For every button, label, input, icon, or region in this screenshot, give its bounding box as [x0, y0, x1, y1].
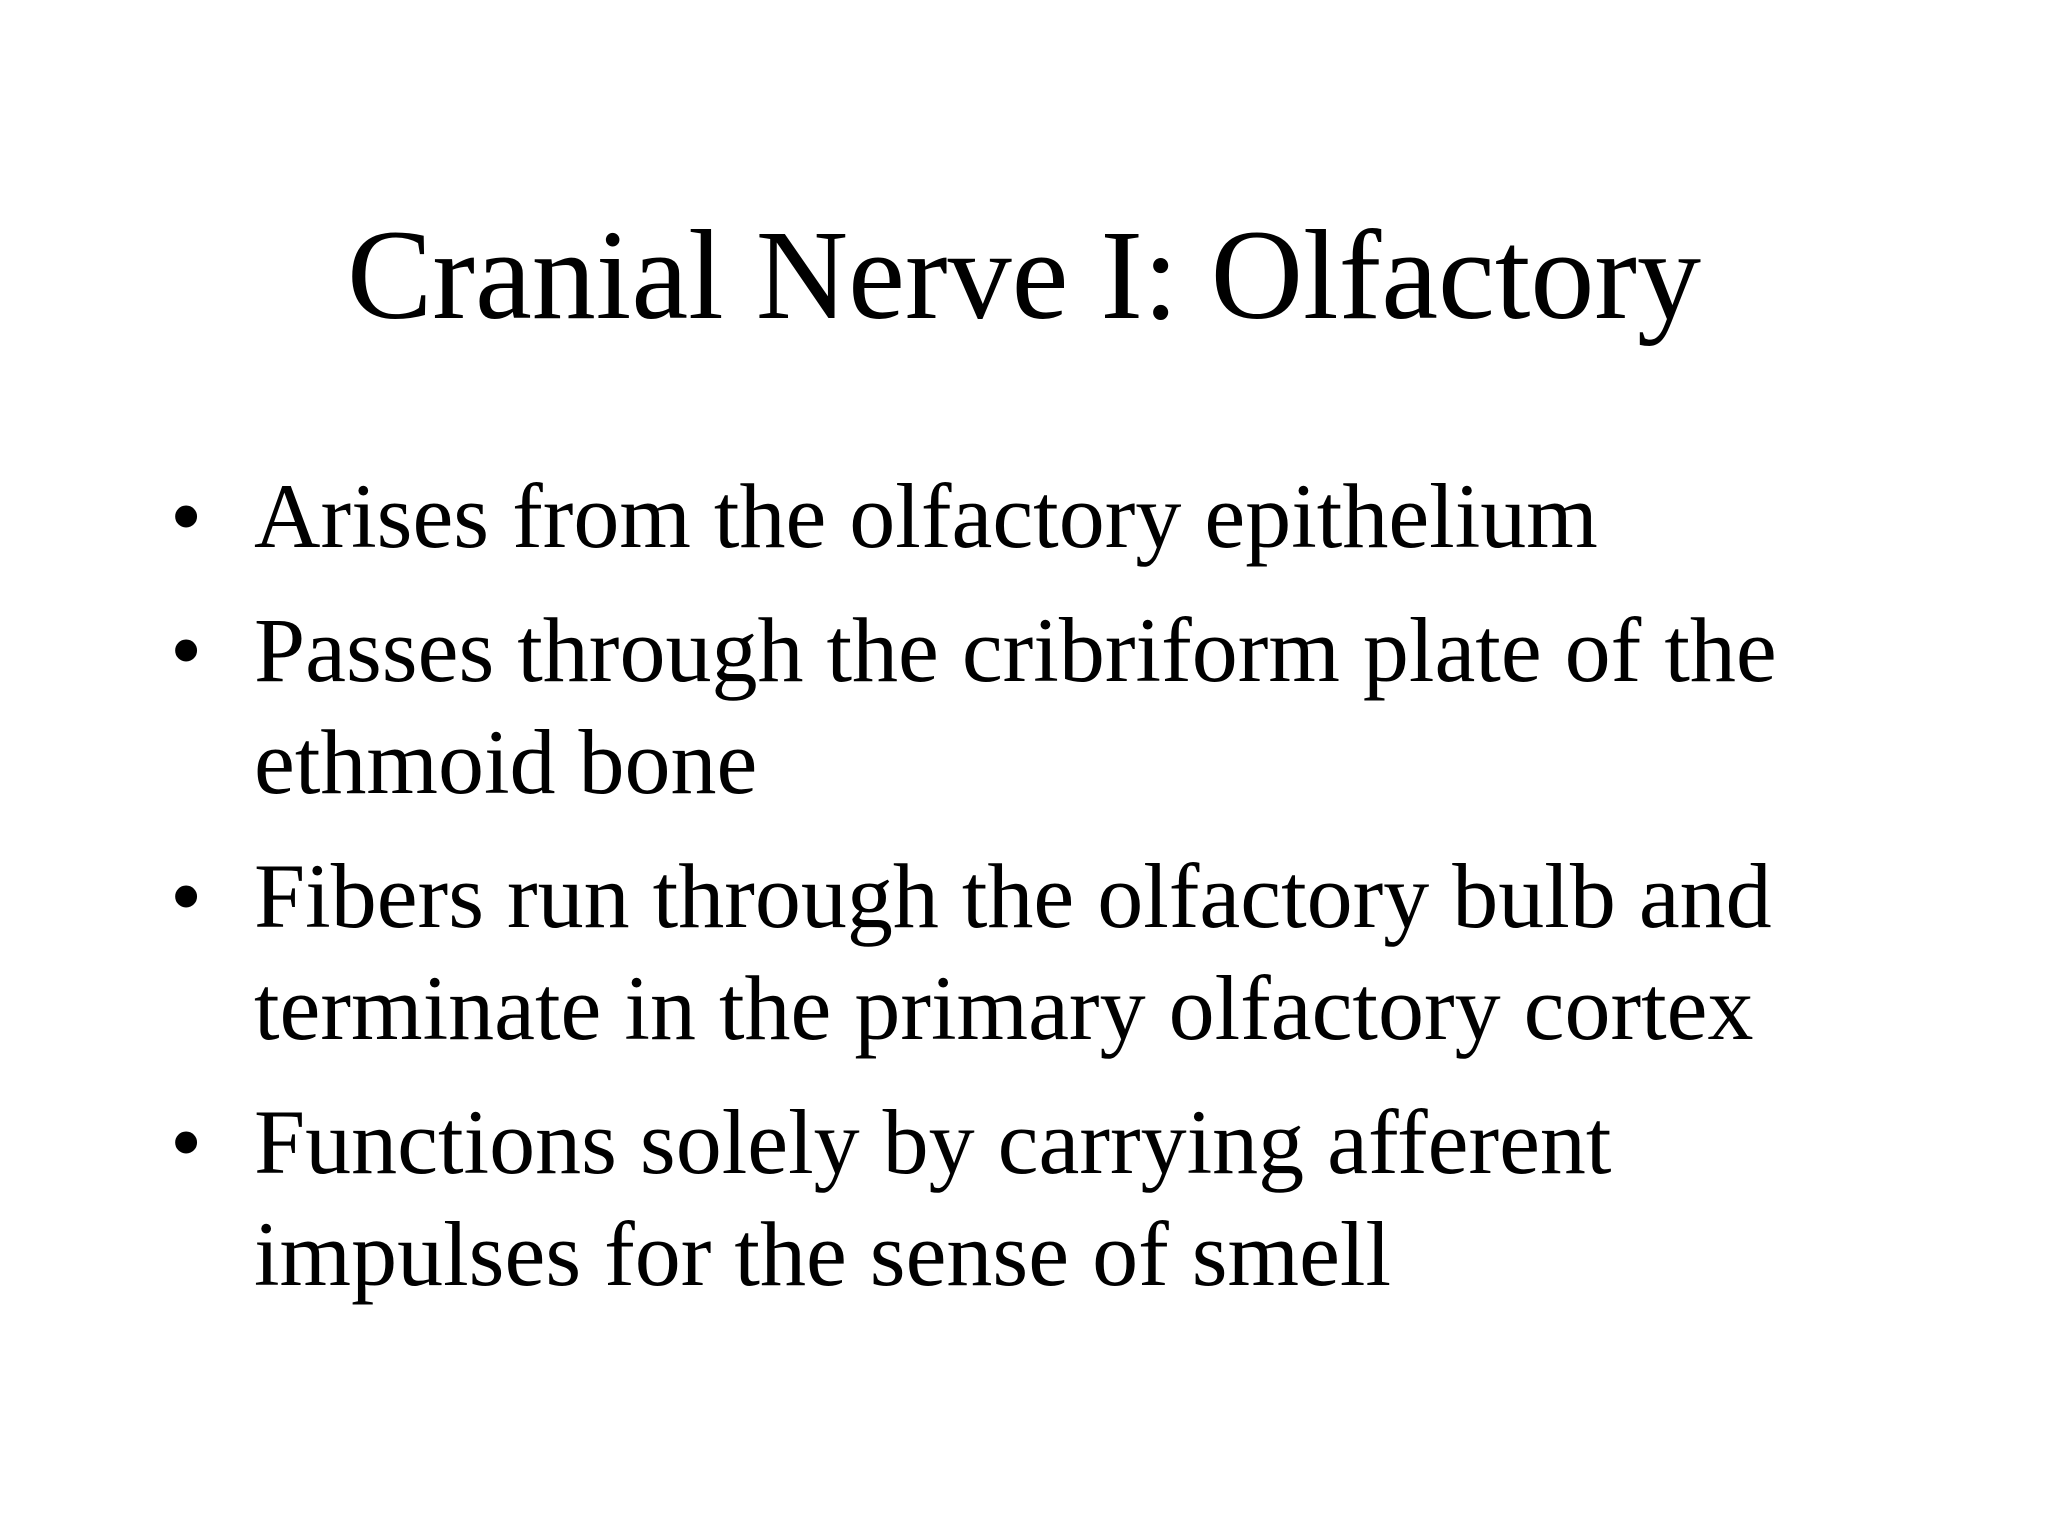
bullet-item — [170, 1086, 1870, 1310]
bullet-item — [170, 594, 1870, 818]
bullet-icon: • — [170, 465, 203, 567]
bullet-item — [170, 840, 1870, 1064]
bullet-icon: • — [170, 1091, 203, 1193]
slide-title: Cranial Nerve I: Olfactory — [346, 204, 1702, 346]
bullet-text: Arises from the olfactory epithelium — [254, 465, 1598, 567]
bullet-text: Passes through the cribriform plate of the ethmoid bone — [254, 599, 1777, 813]
bullet-icon: • — [170, 845, 203, 947]
bullet-icon: • — [170, 599, 203, 701]
bullet-text: Functions solely by carrying afferent impulses for the sense of smell — [254, 1091, 1612, 1305]
bullet-list — [170, 460, 1870, 1332]
bullet-item — [170, 460, 1870, 572]
bullet-text: Fibers run through the olfactory bulb and terminate in the primary olfactory cortex — [254, 845, 1772, 1059]
